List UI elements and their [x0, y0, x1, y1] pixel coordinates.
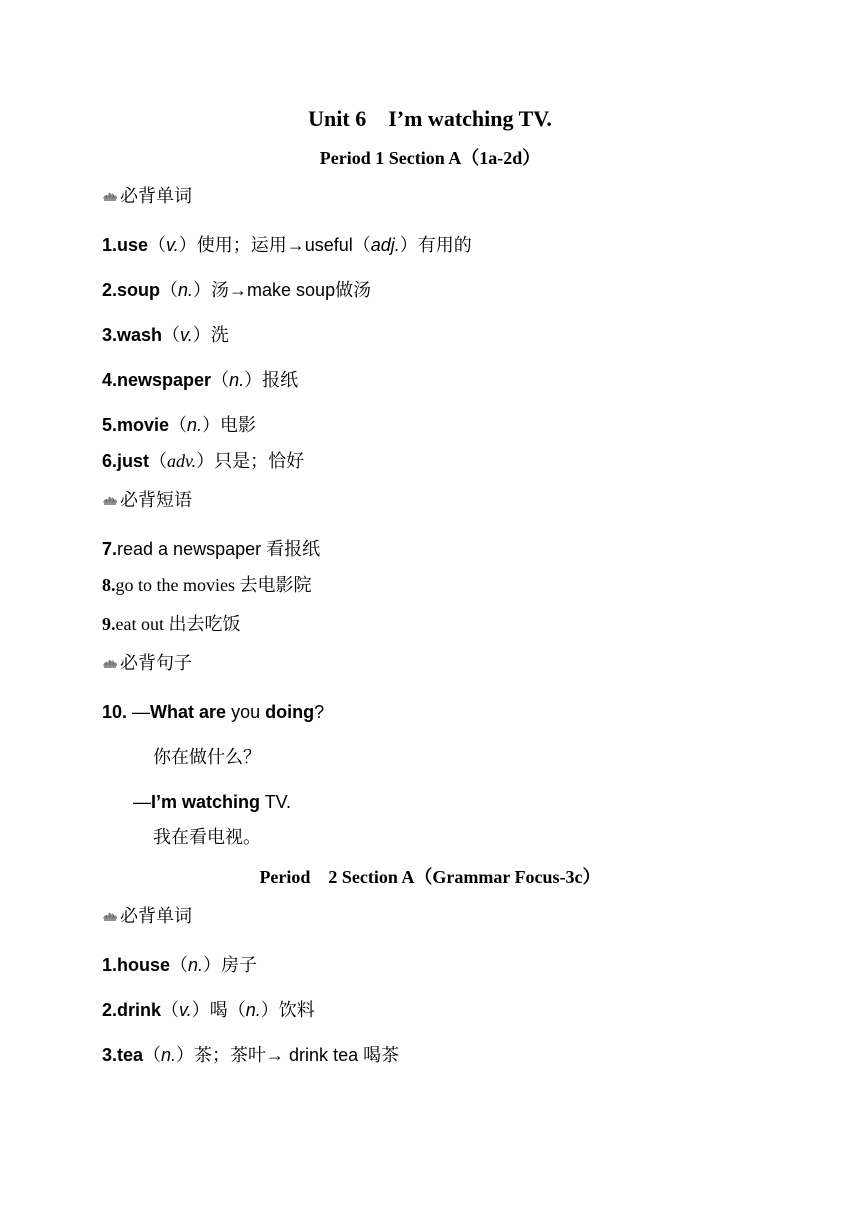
translation: 我在看电视。	[153, 827, 261, 847]
part-of-speech: adv.	[167, 451, 197, 471]
definition: ）只是；恰好	[196, 451, 305, 471]
pos-paren: （	[143, 1045, 162, 1065]
dash: —	[132, 702, 151, 722]
list-item	[102, 324, 229, 346]
key-phrase: doing	[265, 702, 315, 722]
part-of-speech: n.	[245, 1000, 261, 1020]
item-number: 3.	[102, 325, 118, 345]
vocab-word: soup	[117, 280, 161, 300]
pos-paren: （	[162, 325, 181, 345]
pos-paren: （	[170, 955, 189, 975]
vocab-word: just	[117, 451, 150, 471]
pos-paren: （	[149, 451, 168, 471]
definition: ）使用；运用→useful（	[178, 235, 371, 255]
flower-icon	[102, 909, 118, 923]
vocab-word: movie	[117, 415, 170, 435]
vocab-word: tea	[117, 1045, 144, 1065]
list-item	[102, 450, 304, 472]
pos-paren: （	[161, 1000, 180, 1020]
list-item	[102, 234, 472, 256]
list-item	[102, 574, 312, 596]
sentence-text: ?	[314, 702, 325, 722]
vocab-word: house	[117, 955, 171, 975]
flower-icon	[102, 189, 118, 203]
phrase: read a newspaper 看报纸	[117, 539, 321, 559]
translation: 你在做什么？	[153, 747, 261, 767]
vocab-word: wash	[117, 325, 163, 345]
heading-label: 必背单词	[120, 186, 192, 206]
section-heading-phrases	[102, 489, 192, 511]
pos-paren: （	[148, 235, 167, 255]
part-of-speech: n.	[178, 280, 194, 300]
section-heading-sentences	[102, 652, 192, 674]
section-heading-words	[102, 905, 192, 927]
list-item	[102, 414, 256, 436]
definition: ）有用的	[399, 235, 472, 255]
definition: ）洗	[192, 325, 229, 345]
item-number: 2.	[102, 1000, 118, 1020]
definition: ）茶；茶叶→ drink tea 喝茶	[176, 1045, 400, 1065]
pos-paren: （	[160, 280, 179, 300]
phrase: eat out 出去吃饭	[115, 614, 241, 634]
item-number: 8.	[102, 575, 116, 595]
part-of-speech: n.	[229, 370, 245, 390]
key-phrase: I’m watching	[151, 792, 261, 812]
heading-label: 必背句子	[120, 653, 192, 673]
flower-icon	[102, 656, 118, 670]
definition: ）喝（	[191, 1000, 246, 1020]
definition: ）房子	[203, 955, 258, 975]
phrase: go to the movies 去电影院	[115, 575, 312, 595]
sentence-text: TV.	[260, 792, 292, 812]
item-number: 9.	[102, 614, 116, 634]
vocab-word: use	[117, 235, 149, 255]
section-heading-words	[102, 185, 192, 207]
vocab-word: newspaper	[117, 370, 212, 390]
heading-label: 必背短语	[120, 490, 192, 510]
list-item	[102, 279, 371, 301]
list-item	[102, 999, 315, 1021]
vocab-word: drink	[117, 1000, 162, 1020]
flower-icon	[102, 493, 118, 507]
part-of-speech: v.	[166, 235, 179, 255]
period1-subtitle: Period 1 Section A（1a-2d）	[319, 148, 541, 168]
list-item	[102, 369, 298, 391]
part-of-speech: v.	[179, 1000, 192, 1020]
definition: ）汤→make soup做汤	[193, 280, 372, 300]
item-number: 4.	[102, 370, 118, 390]
item-number: 1.	[102, 235, 118, 255]
list-item	[102, 538, 320, 560]
sentence-question	[102, 701, 324, 723]
list-item	[102, 613, 240, 635]
part-of-speech: n.	[188, 955, 204, 975]
part-of-speech: n.	[161, 1045, 177, 1065]
definition: ）饮料	[260, 1000, 315, 1020]
part-of-speech: v.	[180, 325, 193, 345]
heading-label: 必背单词	[120, 906, 192, 926]
page-title: Unit 6 I’m watching TV.	[308, 106, 552, 131]
pos-paren: （	[211, 370, 230, 390]
item-number: 2.	[102, 280, 118, 300]
list-item	[102, 954, 257, 976]
dash: —	[133, 792, 151, 812]
item-number: 10.	[102, 702, 133, 722]
key-phrase: What are	[150, 702, 227, 722]
item-number: 1.	[102, 955, 118, 975]
period2-subtitle: Period 2 Section A（Grammar Focus-3c）	[259, 867, 601, 887]
item-number: 6.	[102, 451, 118, 471]
sentence-answer	[133, 791, 291, 813]
definition: ）电影	[202, 415, 257, 435]
item-number: 5.	[102, 415, 118, 435]
pos-paren: （	[169, 415, 188, 435]
definition: ）报纸	[244, 370, 299, 390]
sentence-text: you	[226, 702, 266, 722]
item-number: 7.	[102, 539, 118, 559]
part-of-speech: adj.	[370, 235, 400, 255]
part-of-speech: n.	[187, 415, 203, 435]
item-number: 3.	[102, 1045, 118, 1065]
list-item	[102, 1044, 399, 1066]
